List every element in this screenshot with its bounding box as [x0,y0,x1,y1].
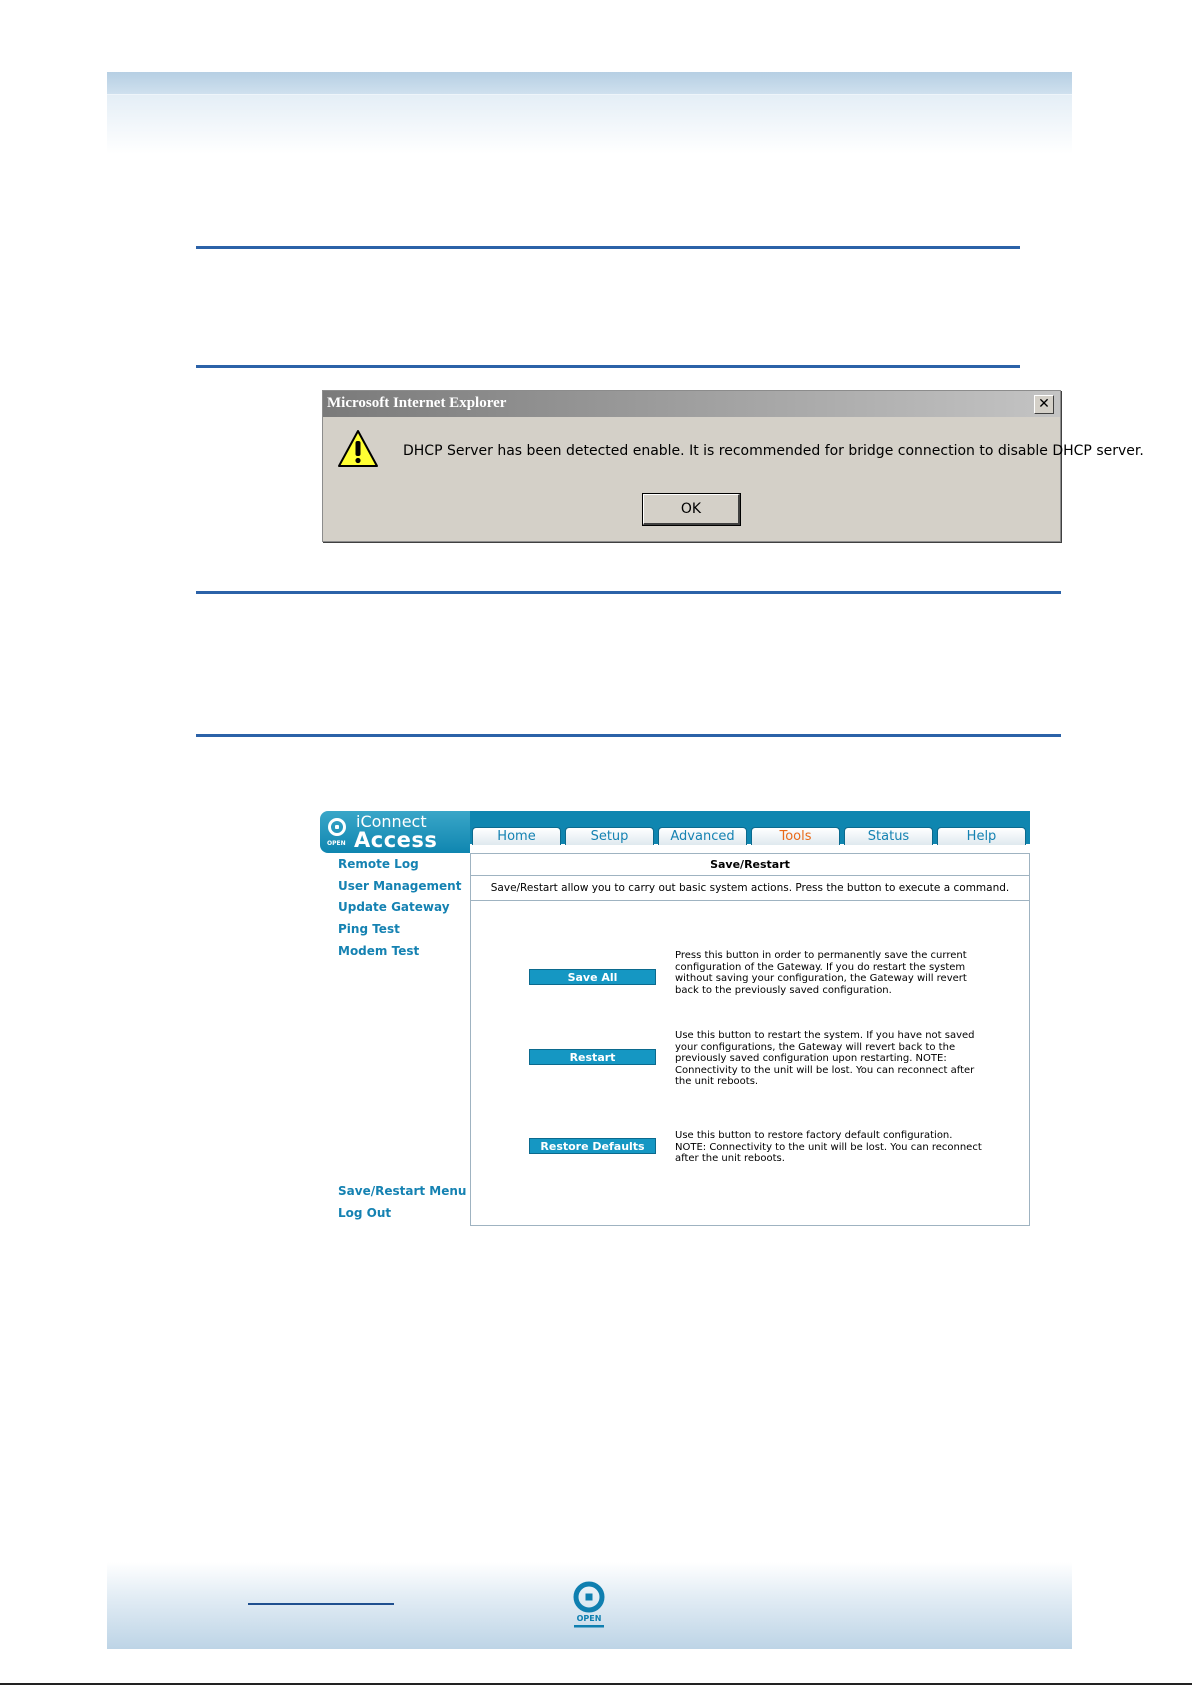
sidebar-item-modem-test[interactable]: Modem Test [338,944,420,958]
warning-icon [337,429,379,469]
section-rule [196,365,1020,368]
restore-defaults-button[interactable]: Restore Defaults [529,1138,656,1154]
tab-tools[interactable]: Tools [751,827,840,845]
section-rule [196,246,1020,249]
main-content-panel [470,853,1030,1226]
brand-line1: iConnect [356,812,427,831]
sidebar-item-ping-test[interactable]: Ping Test [338,922,400,936]
restart-description: Use this button to restart the system. If you have not saved your configurations, the Gateway will revert back to the previously saved configuration upon restarting. NOTE: Connectivity to the unit will be lost. You can reconnect after the unit reboots. [675,1030,975,1087]
save-all-button[interactable]: Save All [529,969,656,985]
sidebar-item-remote-log[interactable]: Remote Log [338,857,419,871]
tab-setup[interactable]: Setup [565,827,654,845]
dialog-titlebar[interactable] [323,391,1060,417]
page-description: Save/Restart allow you to carry out basic system actions. Press the button to execute a command. [471,876,1029,901]
brand-line2: Access [354,828,438,852]
brand-logo [320,811,470,853]
tab-advanced[interactable]: Advanced [658,827,747,845]
sidebar-item-log-out[interactable]: Log Out [338,1206,392,1220]
brand-badge: OPEN [327,840,346,847]
save-all-description: Press this button in order to permanently save the current configuration of the Gateway. If you do restart the system without saving your configuration, the Gateway will revert back to the previously saved configuration. [675,950,967,996]
router-admin-panel [320,811,1030,1226]
close-icon[interactable]: ✕ [1034,395,1054,414]
footer-underline [248,1603,394,1605]
sidebar-item-save-restart-menu[interactable]: Save/Restart Menu [338,1184,467,1198]
page-title: Save/Restart [471,854,1029,876]
header-stripe [107,72,1072,95]
section-rule [196,591,1061,594]
restart-button[interactable]: Restart [529,1049,656,1065]
restore-defaults-description: Use this button to restore factory default configuration. NOTE: Connectivity to the unit will be lost. You can reconnect after the unit reboots. [675,1130,982,1164]
section-rule [196,734,1061,737]
dialog-message: DHCP Server has been detected enable. It is recommended for bridge connection to disable DHCP server. [403,443,1144,459]
alert-dialog [322,390,1144,542]
footer-logo-text: OPEN [576,1614,602,1623]
open-logo-icon [572,1580,606,1632]
tab-help[interactable]: Help [937,827,1026,845]
page-header-banner [107,72,1072,154]
open-logo-icon [328,818,346,836]
dialog-title: Microsoft Internet Explorer [327,395,507,411]
sidebar-item-update-gateway[interactable]: Update Gateway [338,900,450,914]
tab-status[interactable]: Status [844,827,933,845]
tab-bar [470,811,1030,844]
sidebar-item-user-management[interactable]: User Management [338,879,462,893]
tab-home[interactable]: Home [472,827,561,845]
ok-button[interactable]: OK [643,494,740,525]
